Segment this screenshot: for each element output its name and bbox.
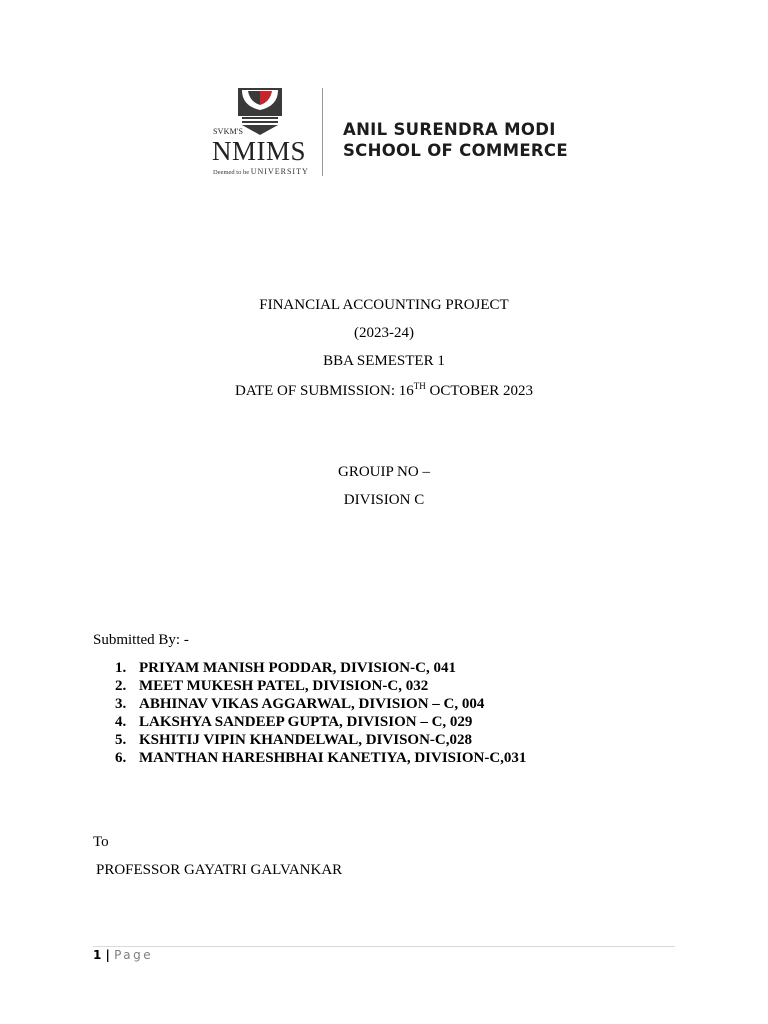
list-item [93,659,526,677]
division: DIVISION C [343,492,425,508]
list-item [93,677,526,695]
list-item [93,713,526,731]
list-item [93,695,526,713]
list-item-text: MANTHAN HARESHBHAI KANETIYA, DIVISION-C,031 [139,750,527,766]
logo-tagline-university: UNIVERSITY [250,167,309,176]
logo-nmims-text: NMIMS [212,136,307,166]
list-item-text: ABHINAV VIKAS AGGARWAL, DIVISION – C, 004 [139,696,485,712]
project-title: FINANCIAL ACCOUNTING PROJECT [259,297,509,313]
page-number: 1 [93,948,102,962]
list-item-text: PRIYAM MANISH PODDAR, DIVISION-C, 041 [139,660,456,676]
submitted-by-label: Submitted By: - [93,632,189,648]
list-item-text: KSHITIJ VIPIN KHANDELWAL, DIVISON-C,028 [139,732,472,748]
school-name-line2: SCHOOL OF COMMERCE [343,141,568,160]
list-item [93,749,526,767]
list-item-number: 4. [115,714,127,730]
page-label: Page [114,948,154,962]
to-label: To [93,834,109,850]
list-item-number: 3. [115,696,127,712]
list-item-text: MEET MUKESH PATEL, DIVISION-C, 032 [139,678,429,694]
school-name-line1: ANIL SURENDRA MODI [343,120,556,139]
submission-date-prefix: DATE OF SUBMISSION: 16 [234,383,414,399]
logo-tagline [213,167,309,176]
professor-name: PROFESSOR GAYATRI GALVANKAR [96,862,343,878]
academic-year: (2023-24) [354,325,414,341]
page-separator: | [101,948,115,962]
footer-divider [93,946,675,947]
submission-date [0,381,768,400]
group-number: GROUIP NO – [338,464,430,480]
submission-date-ordinal: TH [413,381,426,391]
nmims-crest-icon [238,88,282,136]
members-list [93,659,526,767]
institution-logo [210,86,570,178]
list-item-number: 1. [115,660,127,676]
list-item-number: 2. [115,678,127,694]
submission-date-suffix: OCTOBER 2023 [425,383,533,399]
logo-divider [322,88,323,176]
list-item-number: 6. [115,750,127,766]
logo-tagline-prefix: Deemed to be [213,169,250,176]
logo-svkm-text: SVKM'S [213,127,244,136]
semester: BBA SEMESTER 1 [323,353,445,369]
page-footer [93,948,153,962]
list-item-number: 5. [115,732,127,748]
list-item-text: LAKSHYA SANDEEP GUPTA, DIVISION – C, 029 [139,714,473,730]
list-item [93,731,526,749]
